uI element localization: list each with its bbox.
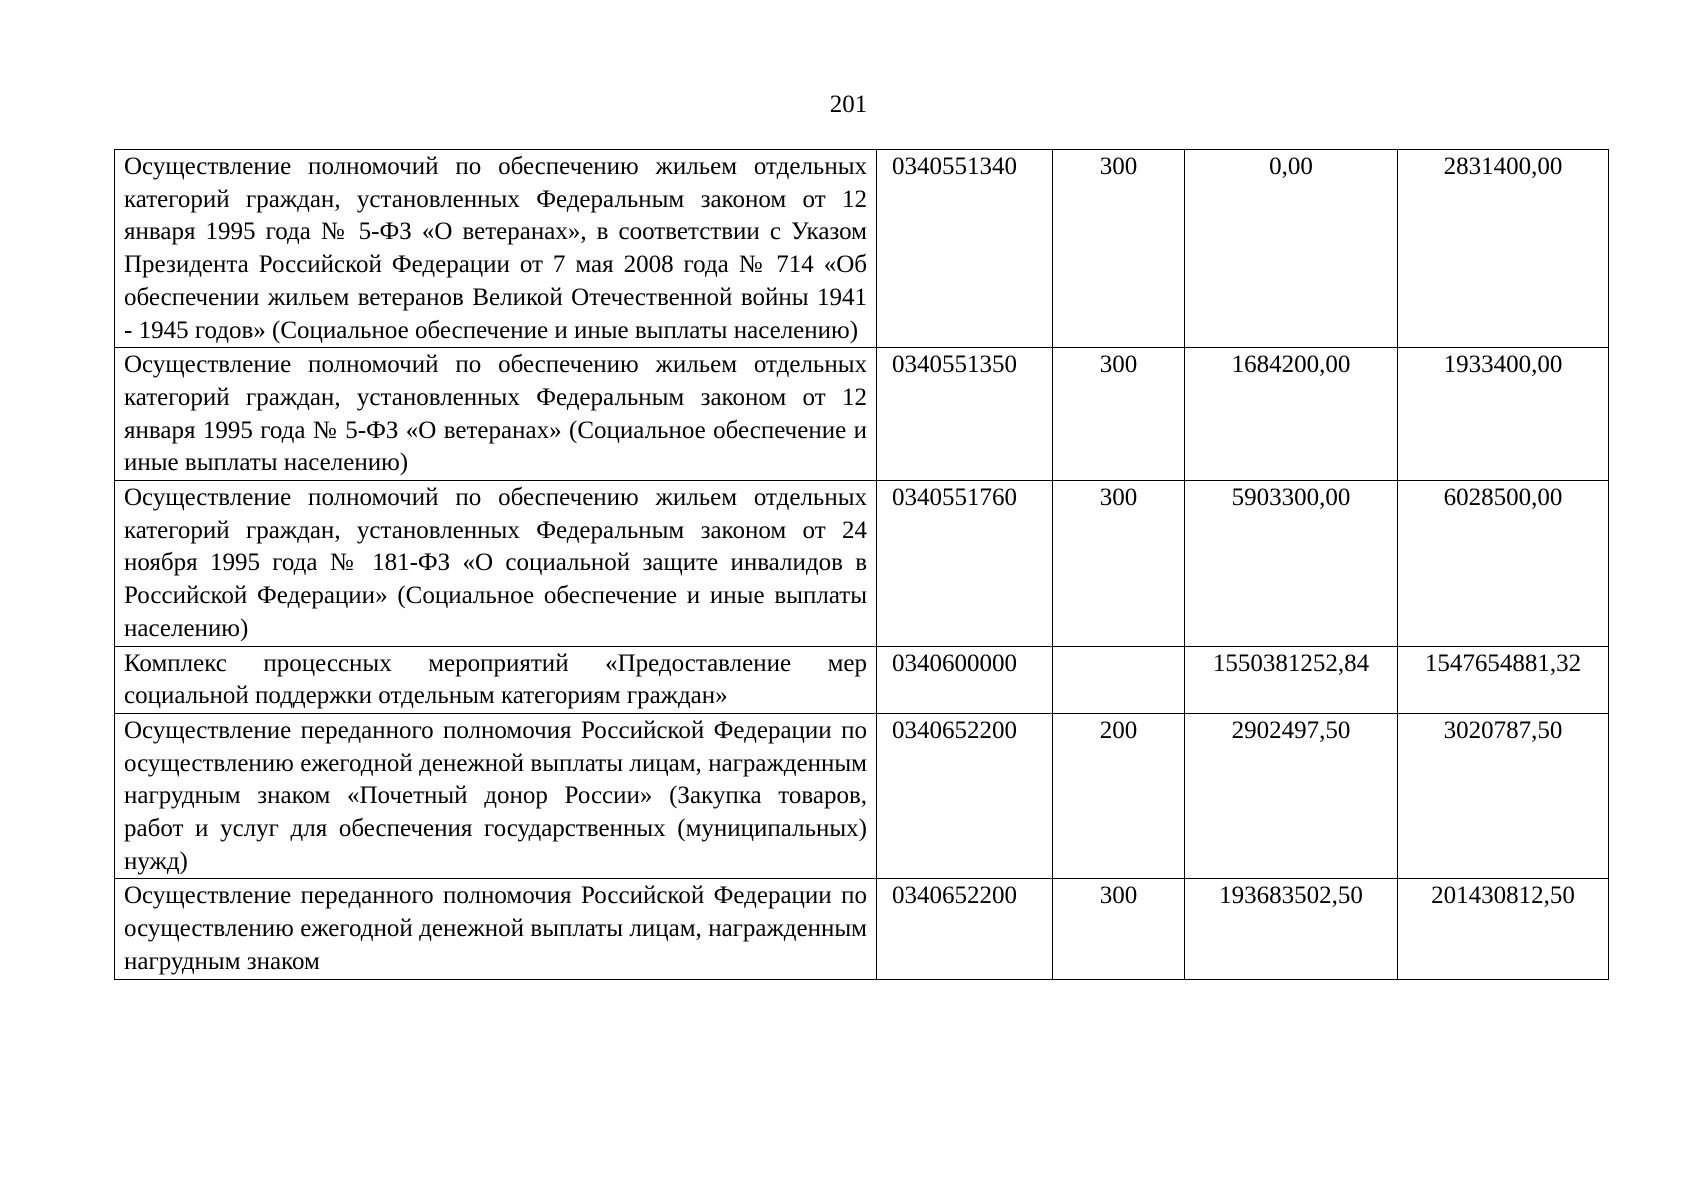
row-amount-2: 201430812,50 [1398,879,1609,980]
row-amount-2: 1933400,00 [1398,348,1609,481]
row-amount-1: 193683502,50 [1185,879,1398,980]
row-description: Комплекс процессных мероприятий «Предоставление мер социальной поддержки отдельным категориям граждан» [115,646,877,713]
row-amount-1: 2902497,50 [1185,713,1398,879]
row-expense-type: 300 [1053,879,1185,980]
row-expense-type: 300 [1053,481,1185,647]
row-description: Осуществление полномочий по обеспечению жильем отдельных категорий граждан, установленных Федеральным законом от 12 января 1995 года № 5-ФЗ «О ветеранах», в соответствии с Указом Президента Российской Федерации от 7 мая 2008 года № 714 «Об обеспечении жильем ветеранов Великой Отечественной войны 1941 - 1945 годов» (Социальное обеспечение и иные выплаты населению) [115,150,877,348]
row-amount-2: 3020787,50 [1398,713,1609,879]
row-target-code: 0340551350 [877,348,1053,481]
budget-table [114,149,1609,980]
row-target-code: 0340652200 [877,879,1053,980]
row-target-code: 0340600000 [877,646,1053,713]
row-amount-1: 1550381252,84 [1185,646,1398,713]
table-row [115,150,1609,348]
row-expense-type [1053,646,1185,713]
row-description: Осуществление переданного полномочия Российской Федерации по осуществлению ежегодной денежной выплаты лицам, награжденным нагрудным знаком «Почетный донор России» (Закупка товаров, работ и услуг для обеспечения государственных (муниципальных) нужд) [115,713,877,879]
table-row [115,348,1609,481]
row-target-code: 0340652200 [877,713,1053,879]
table-row [115,481,1609,647]
row-amount-1: 0,00 [1185,150,1398,348]
row-description: Осуществление полномочий по обеспечению жильем отдельных категорий граждан, установленных Федеральным законом от 12 января 1995 года № 5-ФЗ «О ветеранах» (Социальное обеспечение и иные выплаты населению) [115,348,877,481]
table-row [115,879,1609,980]
table-row [115,646,1609,713]
row-target-code: 0340551760 [877,481,1053,647]
row-description: Осуществление полномочий по обеспечению жильем отдельных категорий граждан, установленных Федеральным законом от 24 ноября 1995 года № 181-ФЗ «О социальной защите инвалидов в Российской Федерации» (Социальное обеспечение и иные выплаты населению) [115,481,877,647]
row-amount-2: 2831400,00 [1398,150,1609,348]
row-expense-type: 200 [1053,713,1185,879]
row-amount-2: 6028500,00 [1398,481,1609,647]
row-description: Осуществление переданного полномочия Российской Федерации по осуществлению ежегодной денежной выплаты лицам, награжденным нагрудным знаком [124,882,867,975]
row-expense-type: 300 [1053,348,1185,481]
row-amount-1: 1684200,00 [1185,348,1398,481]
row-target-code: 0340551340 [877,150,1053,348]
table-row [115,713,1609,879]
row-amount-1: 5903300,00 [1185,481,1398,647]
row-expense-type: 300 [1053,150,1185,348]
row-amount-2: 1547654881,32 [1398,646,1609,713]
page-number: 201 [829,91,868,118]
row-description-cell [115,879,877,980]
